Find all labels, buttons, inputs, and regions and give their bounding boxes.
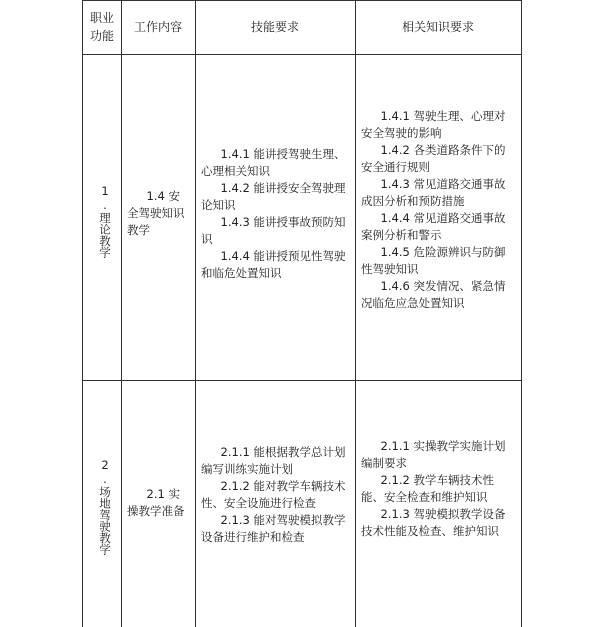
row1-skill-3: 1.4.3 能讲授事故预防知识 xyxy=(201,215,346,246)
row2-work xyxy=(127,486,191,520)
row1-knowledge-3: 1.4.3 常见道路交通事故成因分析和预防措施 xyxy=(361,177,506,208)
row1-skills xyxy=(201,146,351,282)
row-divider xyxy=(83,380,521,381)
row1-function: 1.理论教学 xyxy=(98,184,112,258)
row2-skill-1: 2.1.1 能根据教学总计划编写训练实施计划 xyxy=(201,445,346,476)
row1-work xyxy=(127,188,191,239)
row2-knowledge xyxy=(361,438,515,540)
header-skills: 技能要求 xyxy=(250,20,299,34)
row1-skill-2: 1.4.2 能讲授安全驾驶理论知识 xyxy=(201,181,346,212)
row1-skill-1: 1.4.1 能讲授驾驶生理、心理相关知识 xyxy=(201,147,346,178)
row1-knowledge xyxy=(361,108,515,312)
row2-knowledge-3: 2.1.3 驾驶模拟教学设备技术性能及检查、维护知识 xyxy=(361,507,506,538)
row2-function: 2.场地驾驶教学 xyxy=(98,458,112,555)
row1-knowledge-1: 1.4.1 驾驶生理、心理对安全驾驶的影响 xyxy=(361,109,506,140)
row2-knowledge-2: 2.1.2 教学车辆技术性能、安全检查和维护知识 xyxy=(361,473,494,504)
col-divider-2 xyxy=(195,0,196,627)
row2-skill-2: 2.1.2 能对教学车辆技术性、安全设施进行检查 xyxy=(201,479,346,510)
row1-skill-4: 1.4.4 能讲授预见性驾驶和临危处置知识 xyxy=(201,249,346,280)
header-function: 职业 功能 xyxy=(89,11,114,43)
col-divider-1 xyxy=(121,0,122,627)
col-divider-3 xyxy=(355,0,356,627)
header-knowledge: 相关知识要求 xyxy=(401,20,474,34)
header-work: 工作内容 xyxy=(133,20,182,34)
row2-skill-3: 2.1.3 能对驾驶模拟教学设备进行维护和检查 xyxy=(201,513,346,544)
row2-skills xyxy=(201,444,351,546)
competency-table xyxy=(82,0,522,627)
row1-knowledge-6: 1.4.6 突发情况、紧急情况临危应急处置知识 xyxy=(361,279,506,310)
row1-knowledge-4: 1.4.4 常见道路交通事故案例分析和警示 xyxy=(361,211,506,242)
row1-knowledge-2: 1.4.2 各类道路条件下的安全通行规则 xyxy=(361,143,506,174)
row1-work-text: 1.4 安全驾驶知识教学 xyxy=(127,189,185,237)
row2-work-text: 2.1 实操教学准备 xyxy=(127,487,185,518)
header-divider xyxy=(83,54,521,55)
row1-knowledge-5: 1.4.5 危险源辨识与防御性驾驶知识 xyxy=(361,245,506,276)
row2-knowledge-1: 2.1.1 实操教学实施计划编制要求 xyxy=(361,439,506,470)
